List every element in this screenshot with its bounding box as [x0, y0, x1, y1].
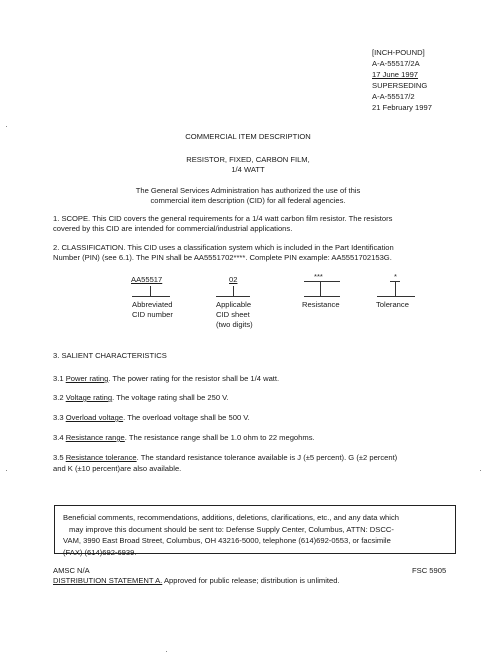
salient-3-4-number: 3.4 [53, 433, 64, 442]
comments-line-4: (FAX) (614)692-6939. [63, 547, 137, 557]
distribution-statement-text: Approved for public release; distribution is unlimited. [162, 576, 340, 585]
salient-3-2 [53, 393, 229, 402]
salient-3-3-text: . The overload voltage shall be 500 V. [123, 413, 250, 422]
footer-fsc: FSC 5905 [412, 566, 447, 575]
pin-part-sheet-bar [216, 296, 250, 297]
salient-3-5-line-2: and K (±10 percent)are also available. [53, 464, 182, 473]
salient-3-3-number: 3.3 [53, 413, 64, 422]
salient-3-1-number: 3.1 [53, 374, 64, 383]
pin-part-resistance-label: Resistance [302, 300, 340, 309]
pin-part-sheet-connector [233, 286, 234, 296]
pin-part-resistance-underline [304, 281, 340, 282]
pin-part-sheet-code: 02 [229, 275, 238, 284]
comments-box [54, 505, 456, 557]
classification-line-2: Number (PIN) (see 6.1). The PIN shall be AA5551702****. Complete PIN example: AA5551702153G. [53, 253, 392, 262]
document-header [372, 47, 432, 113]
pin-part-resistance-bar [304, 296, 340, 297]
pin-part-tolerance-code: * [394, 272, 397, 281]
salient-3-2-term: Voltage rating [65, 393, 113, 402]
salient-3-4 [53, 433, 315, 442]
salient-3-5-term: Resistance tolerance [65, 453, 137, 462]
pin-part-sheet-label-1: Applicable [216, 300, 252, 309]
pin-part-cid-code: AA55517 [131, 275, 163, 284]
classification-line-1: 2. CLASSIFICATION. This CID uses a classification system which is included in the Part Identification [53, 243, 394, 252]
salient-heading: 3. SALIENT CHARACTERISTICS [53, 351, 167, 360]
salient-3-1-term: Power rating [65, 374, 109, 383]
salient-3-4-text: . The resistance range shall be 1.0 ohm to 22 megohms. [124, 433, 315, 442]
subject-line-2: 1/4 WATT [231, 165, 265, 174]
header-superseded-date: 21 February 1997 [372, 103, 432, 112]
salient-3-3 [53, 413, 250, 422]
pin-part-cid-label-2: CID number [132, 310, 173, 319]
salient-3-5-text: . The standard resistance tolerance available is J (±5 percent). G (±2 percent) [136, 453, 398, 462]
pin-part-resistance-code: *** [314, 272, 323, 281]
comments-line-1: Beneficial comments, recommendations, additions, deletions, clarifications, etc., and any data which [63, 513, 399, 522]
header-doc-number: A-A-55517/2A [372, 59, 420, 68]
scan-speck [480, 470, 481, 471]
salient-3-2-text: . The voltage rating shall be 250 V. [112, 393, 229, 402]
pin-part-cid-bar [132, 296, 170, 297]
salient-3-4-term: Resistance range [65, 433, 125, 442]
pin-part-resistance-connector [320, 281, 321, 296]
pin-part-sheet-label-2: CID sheet [216, 310, 250, 319]
scope-line-2: covered by this CID are intended for commercial/industrial applications. [53, 224, 293, 233]
distribution-statement-label: DISTRIBUTION STATEMENT A. [53, 576, 163, 585]
salient-3-2-number: 3.2 [53, 393, 64, 402]
subject-line-1: RESISTOR, FIXED, CARBON FILM, [186, 155, 310, 164]
doc-type-title: COMMERCIAL ITEM DESCRIPTION [185, 132, 311, 141]
authorization-line-2: commercial item description (CID) for all federal agencies. [150, 196, 346, 205]
header-superseding: SUPERSEDING [372, 81, 428, 90]
salient-3-3-term: Overload voltage [65, 413, 124, 422]
header-superseded-number: A-A-55517/2 [372, 92, 415, 101]
pin-part-sheet-label-3: (two digits) [216, 320, 253, 329]
pin-part-tolerance-bar [377, 296, 415, 297]
scan-speck [166, 651, 167, 652]
pin-part-tolerance-label: Tolerance [376, 300, 409, 309]
footer-distribution [53, 576, 340, 585]
header-date: 17 June 1997 [372, 70, 419, 79]
scope-line-1: 1. SCOPE. This CID covers the general requirements for a 1/4 watt carbon film resistor. The resistors [53, 214, 393, 223]
salient-3-5-number: 3.5 [53, 453, 64, 462]
comments-line-2: may improve this document should be sent to: Defense Supply Center, Columbus, ATTN: DSCC- [69, 524, 394, 534]
pin-part-cid-label-1: Abbreviated [132, 300, 173, 309]
comments-box-text [63, 512, 447, 558]
salient-3-1-text: . The power rating for the resistor shall be 1/4 watt. [108, 374, 280, 383]
comments-line-3: VAM, 3990 East Broad Street, Columbus, OH 43216-5000, telephone (614)692-0553, or facsimile [63, 536, 391, 545]
salient-3-1 [53, 374, 279, 383]
footer-amsc: AMSC N/A [53, 566, 90, 575]
header-inch-pound: [INCH-POUND] [372, 48, 425, 57]
salient-3-5 [53, 453, 397, 462]
scan-speck [6, 470, 7, 471]
scan-speck [6, 126, 7, 127]
pin-part-cid-connector [150, 286, 151, 296]
authorization-line-1: The General Services Administration has authorized the use of this [135, 186, 361, 195]
pin-part-tolerance-connector [395, 281, 396, 296]
